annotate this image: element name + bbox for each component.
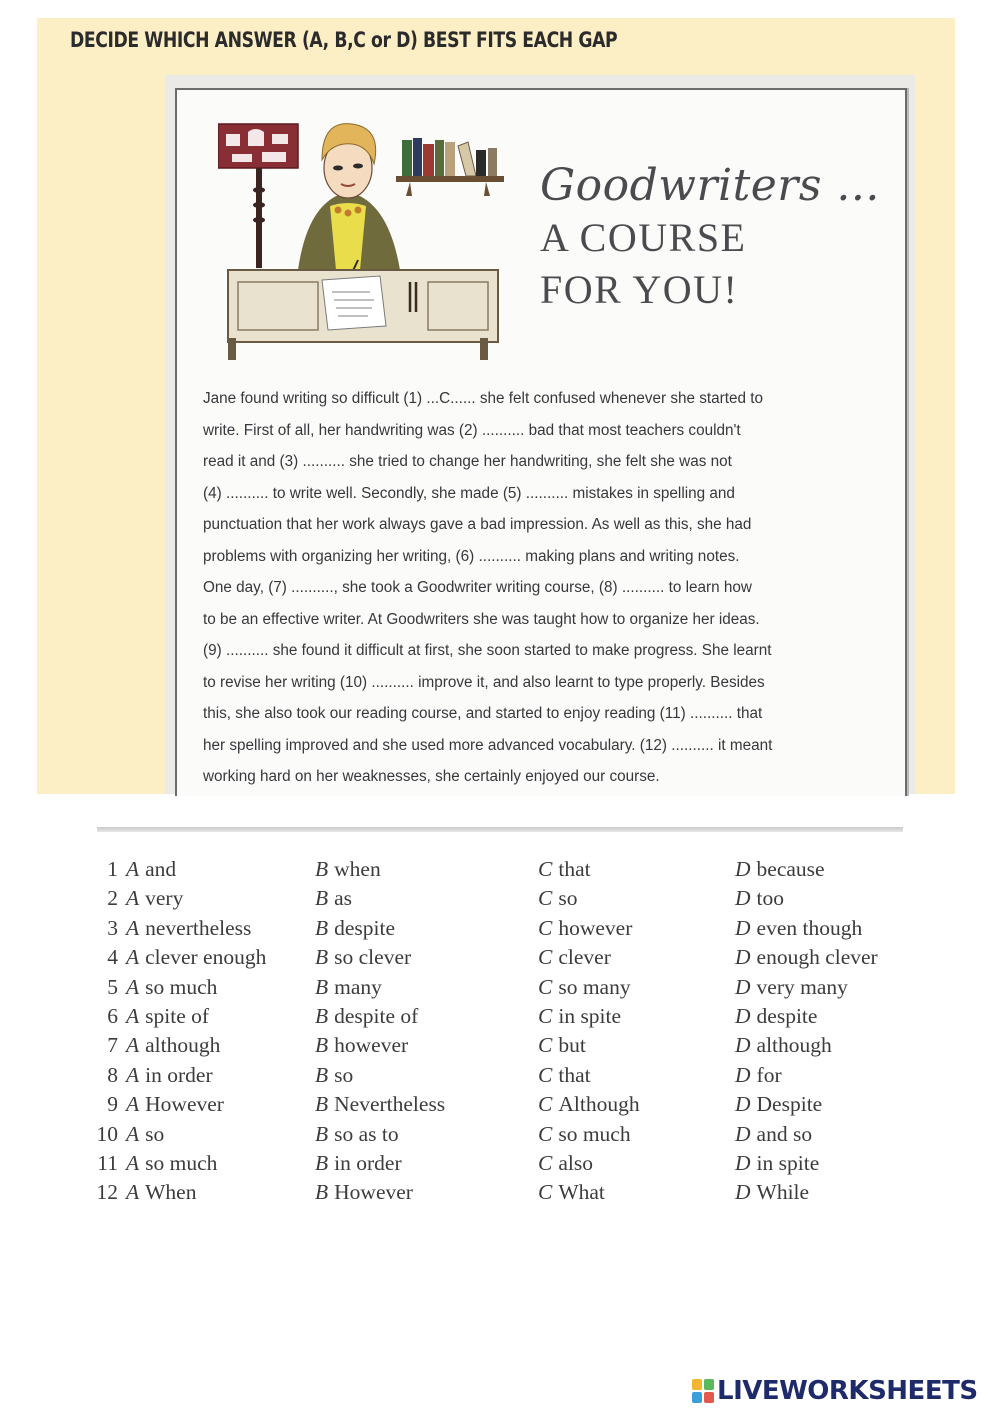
question-number: 2 [107, 886, 118, 911]
option-text: so many [558, 974, 631, 999]
option-c [538, 945, 611, 970]
option-letter: A [126, 1003, 140, 1028]
option-letter: D [735, 1121, 751, 1146]
option-d [735, 1004, 817, 1029]
option-row [80, 975, 910, 1004]
option-letter: A [126, 886, 140, 911]
option-c [538, 857, 591, 882]
option-c [538, 1151, 593, 1176]
option-text: so as to [334, 1121, 399, 1146]
option-text: however [558, 915, 633, 940]
option-letter: D [735, 1062, 751, 1087]
option-letter: C [538, 945, 553, 970]
option-letter: C [538, 915, 553, 940]
option-d [735, 1151, 819, 1176]
option-text: so much [145, 1150, 218, 1175]
passage-line: (9) .......... she found it difficult at first, she soon started to make progress. She learnt [203, 642, 772, 659]
passage-line: to be an effective writer. At Goodwriters she was taught how to organize her ideas. [203, 610, 760, 628]
option-d [735, 1063, 782, 1088]
option-a [126, 886, 183, 911]
option-text: However [145, 1092, 224, 1117]
option-text: Nevertheless [334, 1092, 446, 1117]
option-text: so much [145, 974, 218, 999]
passage-line: this, she also took our reading course, and started to enjoy reading (11) .......... that [203, 705, 763, 722]
option-text: but [558, 1033, 586, 1058]
heading-title: Goodwriters ... [540, 160, 880, 211]
option-letter: B [315, 915, 329, 940]
option-b [315, 1122, 399, 1147]
option-b [315, 916, 395, 941]
question-number: 5 [107, 974, 118, 999]
option-letter: C [538, 886, 553, 911]
option-text: nevertheless [145, 915, 252, 940]
option-text: so [558, 886, 578, 911]
option-d [735, 916, 862, 941]
question-number: 6 [107, 1003, 118, 1028]
answer-options-table [80, 857, 910, 1210]
option-a [126, 945, 266, 970]
option-text: However [334, 1180, 413, 1205]
option-letter: C [538, 974, 553, 999]
option-row [80, 945, 910, 974]
question-number: 3 [107, 915, 118, 940]
option-text: in order [145, 1062, 213, 1087]
option-c [538, 916, 632, 941]
option-letter: B [315, 1092, 329, 1117]
option-letter: A [126, 1150, 140, 1175]
option-letter: D [735, 857, 751, 881]
question-number: 1 [107, 857, 118, 881]
section-divider [97, 827, 903, 832]
option-letter: D [735, 1180, 751, 1205]
option-letter: A [126, 857, 140, 881]
option-d [735, 945, 878, 970]
option-letter: B [315, 1033, 329, 1058]
option-d [735, 975, 848, 1000]
option-text: When [145, 1180, 197, 1205]
option-letter: B [315, 1062, 329, 1087]
option-text: What [558, 1180, 605, 1205]
option-letter: B [315, 974, 329, 999]
option-letter: A [126, 1033, 140, 1058]
liveworksheets-logo-icon [692, 1379, 714, 1403]
option-a [126, 1151, 217, 1176]
question-number: 12 [96, 1180, 118, 1205]
option-text: also [558, 1150, 593, 1175]
option-a [126, 975, 217, 1000]
option-b [315, 975, 382, 1000]
option-text: although [145, 1033, 221, 1058]
option-b [315, 886, 352, 911]
question-number: 9 [107, 1092, 118, 1117]
option-letter: C [538, 857, 553, 881]
question-number: 4 [107, 945, 118, 970]
question-number: 7 [107, 1033, 118, 1058]
option-letter: D [735, 1150, 751, 1175]
option-letter: A [126, 1121, 140, 1146]
option-letter: C [538, 1121, 553, 1146]
option-text: too [756, 886, 785, 911]
option-row [80, 1151, 910, 1180]
course-heading [540, 160, 880, 316]
option-c [538, 1033, 586, 1058]
option-d [735, 857, 825, 882]
option-letter: C [538, 1003, 553, 1028]
option-a [126, 857, 176, 882]
option-text: for [756, 1062, 782, 1087]
option-letter: B [315, 1003, 329, 1028]
option-letter: D [735, 1033, 751, 1058]
option-d [735, 1092, 822, 1117]
option-letter: C [538, 1062, 553, 1087]
option-text: so clever [334, 945, 412, 970]
option-c [538, 1180, 605, 1205]
instruction-heading: DECIDE WHICH ANSWER (A, B,C or D) BEST FITS EACH GAP [70, 28, 618, 52]
option-text: despite [756, 1003, 818, 1028]
option-letter: B [315, 1150, 329, 1175]
option-row [80, 1180, 910, 1209]
passage-line: punctuation that her work always gave a bad impression. As well as this, she had [203, 516, 752, 533]
option-text: even though [756, 915, 863, 940]
option-letter: D [735, 886, 751, 911]
option-text: that [558, 1062, 591, 1087]
option-a [126, 1180, 196, 1205]
option-a [126, 1092, 224, 1117]
option-c [538, 1092, 640, 1117]
option-text: so [334, 1062, 354, 1087]
option-b [315, 1151, 402, 1176]
heading-line-2: A COURSE [540, 215, 747, 260]
option-a [126, 1063, 213, 1088]
option-row [80, 1033, 910, 1062]
option-text: spite of [145, 1003, 210, 1028]
option-d [735, 886, 784, 911]
option-text: many [334, 974, 382, 999]
option-text: however [334, 1033, 409, 1058]
option-b [315, 1180, 413, 1205]
option-b [315, 1004, 418, 1029]
passage-line: Jane found writing so difficult (1) ...C...... she felt confused whenever she started to [203, 390, 764, 407]
option-c [538, 975, 631, 1000]
paper [322, 276, 386, 330]
option-c [538, 886, 577, 911]
option-letter: B [315, 945, 329, 970]
option-text: when [334, 857, 381, 881]
option-text: clever enough [145, 945, 267, 970]
option-text: despite of [334, 1003, 419, 1028]
option-d [735, 1033, 832, 1058]
question-number: 11 [97, 1150, 118, 1175]
option-c [538, 1004, 621, 1029]
option-d [735, 1122, 812, 1147]
passage-line: read it and (3) .......... she tried to change her handwriting, she felt she was not [203, 453, 732, 470]
option-c [538, 1122, 631, 1147]
option-text: that [558, 857, 591, 881]
option-text: in order [334, 1150, 402, 1175]
option-row [80, 1122, 910, 1151]
option-letter: A [126, 945, 140, 970]
option-text: although [756, 1033, 832, 1058]
option-letter: D [735, 945, 751, 970]
option-row [80, 857, 910, 886]
option-text: and [145, 857, 177, 881]
question-number: 10 [96, 1121, 118, 1146]
option-b [315, 945, 411, 970]
option-letter: D [735, 1092, 751, 1117]
option-letter: B [315, 1121, 329, 1146]
option-text: as [334, 886, 353, 911]
option-text: despite [334, 915, 396, 940]
option-row [80, 1063, 910, 1092]
option-a [126, 1004, 209, 1029]
passage-line: problems with organizing her writing, (6) .......... making plans and writing notes. [203, 547, 740, 565]
option-letter: A [126, 1180, 140, 1205]
option-text: While [756, 1180, 810, 1205]
option-row [80, 886, 910, 915]
option-letter: D [735, 1003, 751, 1028]
option-letter: C [538, 1180, 553, 1205]
option-letter: D [735, 915, 751, 940]
question-number: 8 [107, 1062, 118, 1087]
option-row [80, 1092, 910, 1121]
option-b [315, 1063, 353, 1088]
woman-writing-illustration [218, 110, 518, 360]
option-a [126, 1033, 220, 1058]
option-text: clever [558, 945, 611, 970]
option-letter: A [126, 915, 140, 940]
option-letter: A [126, 974, 140, 999]
passage-line: (4) .......... to write well. Secondly, she made (5) .......... mistakes in spelling and [203, 484, 735, 502]
reading-passage [203, 383, 893, 793]
option-text: in spite [558, 1003, 622, 1028]
option-text: so much [558, 1121, 631, 1146]
heading-line-3: FOR YOU! [540, 267, 739, 312]
passage-line: her spelling improved and she used more advanced vocabulary. (12) .......... it meant [203, 736, 773, 754]
passage-line: working hard on her weaknesses, she certainly enjoyed our course. [203, 768, 660, 785]
option-letter: B [315, 857, 329, 881]
option-letter: A [126, 1062, 140, 1087]
option-d [735, 1180, 809, 1205]
option-text: and so [756, 1121, 813, 1146]
option-letter: D [735, 974, 751, 999]
passage-line: write. First of all, her handwriting was (2) .......... bad that most teachers couldn't [203, 421, 741, 439]
brand-name: LIVEWORKSHEETS [717, 1376, 978, 1406]
option-row [80, 1004, 910, 1033]
option-b [315, 1033, 408, 1058]
option-text: Despite [756, 1092, 823, 1117]
option-text: very many [756, 974, 848, 999]
option-b [315, 857, 381, 882]
option-text: in spite [756, 1150, 820, 1175]
option-b [315, 1092, 445, 1117]
option-text: so [145, 1121, 165, 1146]
passage-line: One day, (7) .........., she took a Goodwriter writing course, (8) .......... to learn how [203, 579, 752, 596]
option-row [80, 916, 910, 945]
option-letter: C [538, 1033, 553, 1058]
option-letter: C [538, 1150, 553, 1175]
option-letter: A [126, 1092, 140, 1117]
option-letter: C [538, 1092, 553, 1117]
option-text: very [145, 886, 184, 911]
option-text: because [756, 857, 825, 881]
liveworksheets-brand [692, 1374, 978, 1408]
shelf [396, 176, 504, 182]
passage-line: to revise her writing (10) .......... improve it, and also learnt to type properly. Besides [203, 673, 765, 691]
option-letter: B [315, 1180, 329, 1205]
option-a [126, 916, 251, 941]
option-c [538, 1063, 591, 1088]
option-text: Although [558, 1092, 640, 1117]
option-letter: B [315, 886, 329, 911]
option-text: enough clever [756, 945, 878, 970]
option-a [126, 1122, 164, 1147]
